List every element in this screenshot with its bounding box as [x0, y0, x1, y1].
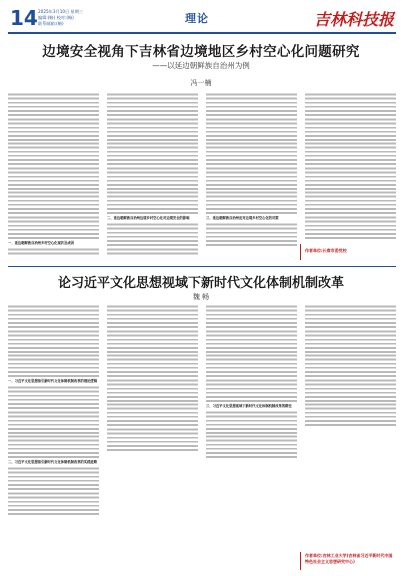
article2-author: 魏 畅 — [192, 293, 210, 301]
article1-heading-2: 二、延边朝鲜族自治州边境乡村空心化对边境安全的影响 — [107, 216, 190, 220]
article1-body — [8, 92, 396, 257]
body-text-lines — [305, 92, 396, 116]
article2-heading-1: 一、习近平文化思想指引新时代文化体制机制改革的理论逻辑 — [8, 379, 98, 383]
body-text — [107, 166, 198, 190]
section-title: 理论 — [185, 12, 209, 25]
body-text — [206, 378, 297, 402]
body-text — [305, 378, 396, 402]
body-text — [305, 166, 396, 190]
body-text — [8, 190, 99, 214]
body-text-lines — [206, 353, 297, 377]
paper-logo: 吉林科技报 — [313, 10, 394, 29]
body-text — [305, 353, 396, 377]
body-text — [8, 215, 99, 239]
body-text — [107, 329, 198, 353]
article2-body — [8, 304, 396, 566]
body-text — [305, 141, 396, 165]
body-text-lines — [8, 410, 99, 434]
body-text — [107, 247, 198, 257]
body-text — [305, 190, 396, 214]
body-text — [305, 329, 396, 353]
body-text — [206, 141, 297, 165]
credit-bar — [300, 244, 301, 260]
body-text — [8, 385, 99, 409]
body-text-lines — [305, 141, 396, 165]
body-text — [8, 141, 99, 165]
body-text — [107, 141, 198, 165]
body-text-lines — [107, 427, 198, 451]
body-text — [8, 353, 99, 377]
article2-col-3 — [206, 304, 297, 566]
body-text-lines — [206, 410, 297, 434]
body-text-lines — [305, 304, 396, 328]
body-text-lines — [107, 190, 198, 214]
article1-col-3 — [206, 92, 297, 257]
body-text-lines — [206, 190, 297, 214]
body-text-lines — [8, 304, 99, 328]
body-text-lines — [8, 141, 99, 165]
body-text — [206, 222, 297, 246]
body-text-lines — [8, 353, 99, 377]
credit-bar — [300, 552, 301, 570]
body-text — [107, 117, 198, 141]
body-text-lines — [8, 329, 99, 353]
article2-col-2 — [107, 304, 198, 566]
article1-author: 冯一楠 — [190, 79, 212, 87]
body-text — [8, 410, 99, 434]
body-text — [305, 215, 396, 239]
body-text-lines — [8, 491, 99, 515]
article1-subtitle: ——以延边朝鲜族自治州为例 — [152, 61, 250, 70]
body-text — [8, 491, 99, 515]
body-text-lines — [107, 353, 198, 377]
issue-date: 2025年3月10日 星期三 — [38, 9, 84, 14]
article1-col-2 — [107, 92, 198, 257]
body-text-lines — [8, 466, 99, 490]
body-text — [107, 353, 198, 377]
body-text — [8, 329, 99, 353]
article1-credit: 作者单位:长春市委党校 — [305, 248, 347, 253]
body-text — [206, 166, 297, 190]
body-text — [206, 92, 297, 116]
article2-col-4 — [305, 304, 396, 566]
body-text-lines — [206, 141, 297, 165]
body-text-lines — [206, 329, 297, 353]
body-text-lines — [8, 92, 99, 116]
body-text-lines — [107, 117, 198, 141]
article1-col-4 — [305, 92, 396, 257]
masthead — [8, 6, 396, 34]
article1-heading-1: 一、延边朝鲜族自治州乡村空心化现状及成因 — [8, 240, 74, 245]
body-text-lines — [107, 304, 198, 328]
article-divider — [8, 266, 396, 267]
body-text-lines — [8, 247, 99, 257]
body-text-lines — [305, 190, 396, 214]
body-text-lines — [107, 222, 198, 246]
body-text — [206, 304, 297, 328]
body-text — [206, 190, 297, 214]
body-text-lines — [206, 166, 297, 190]
body-text-lines — [107, 92, 198, 116]
article1-heading-3: 三、延边朝鲜族自治州应对边境乡村空心化的对策 — [206, 216, 279, 220]
article1-title: 边境安全视角下吉林省边境地区乡村空心化问题研究 — [42, 44, 360, 60]
body-text — [107, 378, 198, 402]
body-text — [107, 304, 198, 328]
email-line: 联系邮箱:(略) — [38, 21, 64, 26]
body-text-lines — [8, 117, 99, 141]
page-number: 14 — [10, 6, 38, 30]
body-text — [8, 92, 99, 116]
body-text-lines — [8, 166, 99, 190]
body-text — [206, 434, 297, 458]
body-text — [305, 117, 396, 141]
body-text — [107, 427, 198, 451]
body-text-lines — [107, 329, 198, 353]
body-text-lines — [305, 215, 396, 239]
body-text — [305, 304, 396, 328]
body-text — [206, 117, 297, 141]
body-text-lines — [305, 117, 396, 141]
body-text — [107, 190, 198, 214]
issue-meta — [38, 9, 83, 27]
body-text-lines — [107, 402, 198, 426]
article2-credit: 作者单位:吉林工业大学(吉林省习近平新时代中国特色社会主义思想研究中心) — [305, 553, 393, 564]
body-text-lines — [206, 92, 297, 116]
body-text-lines — [305, 353, 396, 377]
body-text-lines — [8, 215, 99, 239]
body-text — [8, 166, 99, 190]
body-text — [8, 247, 99, 257]
body-text — [206, 353, 297, 377]
body-text-lines — [206, 117, 297, 141]
body-text-lines — [305, 329, 396, 353]
article2-col-1 — [8, 304, 99, 566]
editor-line: 编辑:(略) 校对:(略) — [38, 15, 74, 20]
body-text — [8, 304, 99, 328]
article2-heading-3: 三、习近平文化思想视域下新时代文化体制机制改革的路径 — [206, 403, 292, 408]
body-text — [206, 329, 297, 353]
body-text — [305, 402, 396, 426]
body-text — [305, 92, 396, 116]
body-text-lines — [8, 434, 99, 458]
body-text — [8, 117, 99, 141]
body-text-lines — [8, 385, 99, 409]
body-text-lines — [107, 378, 198, 402]
article2-heading-2: 二、习近平文化思想指引新时代文化体制机制改革的实践进路 — [8, 460, 98, 465]
article2-title: 论习近平文化思想视域下新时代文化体制机制改革 — [57, 276, 344, 291]
article1-col-1 — [8, 92, 99, 257]
body-text-lines — [8, 190, 99, 214]
body-text — [8, 466, 99, 490]
body-text-lines — [305, 402, 396, 426]
body-text-lines — [206, 222, 297, 246]
body-text-lines — [305, 378, 396, 402]
body-text — [8, 434, 99, 458]
body-text — [107, 402, 198, 426]
body-text-lines — [206, 304, 297, 328]
body-text-lines — [305, 166, 396, 190]
body-text — [107, 222, 198, 246]
body-text-lines — [107, 247, 198, 257]
body-text-lines — [206, 378, 297, 402]
body-text — [107, 92, 198, 116]
body-text-lines — [206, 434, 297, 458]
body-text-lines — [107, 141, 198, 165]
body-text — [206, 410, 297, 434]
body-text-lines — [107, 166, 198, 190]
